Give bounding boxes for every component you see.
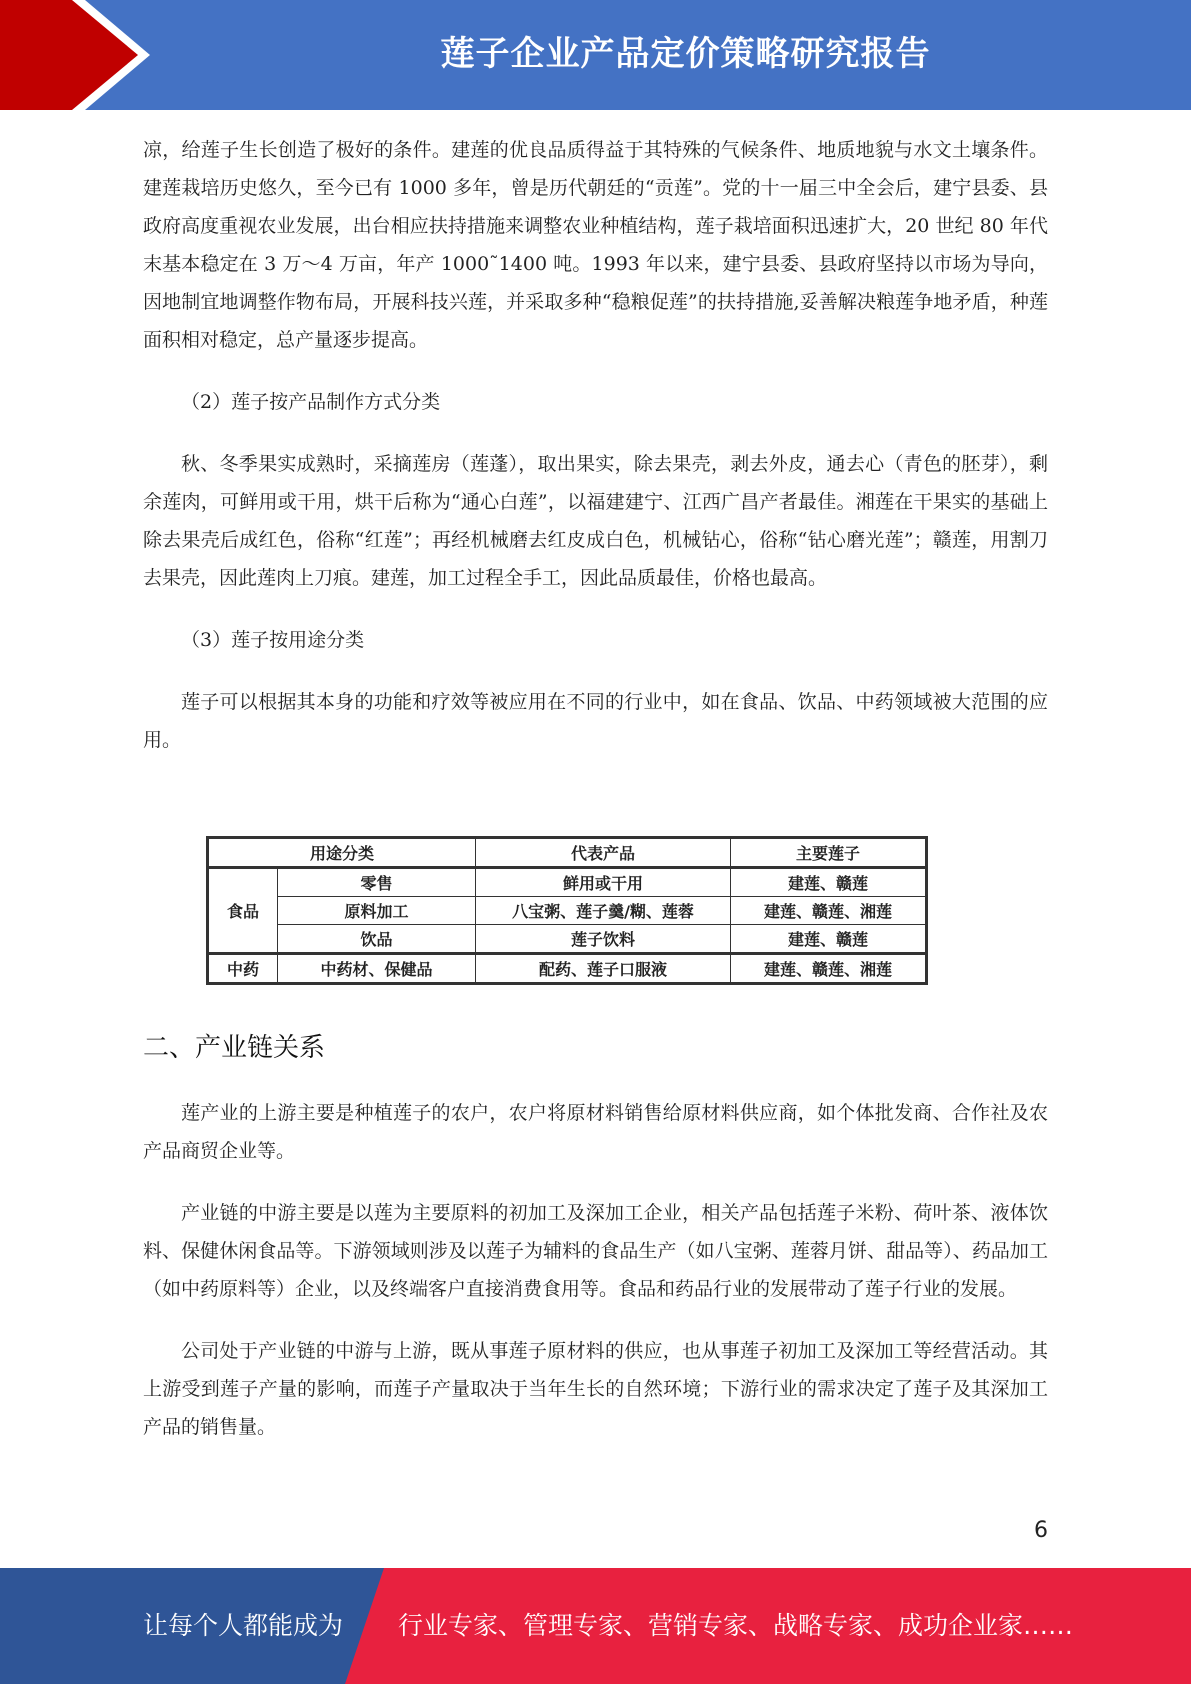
table-header-usage: 用途分类 [208,838,476,868]
table-cell-product: 鲜用或干用 [476,868,731,897]
paragraph-company-position: 公司处于产业链的中游与上游，既从事莲子原材料的供应，也从事莲子初加工及深加工等经营活动。其上游受到莲子产量的影响，而莲子产量取决于当年生长的自然环境；下游行业的需求决定了莲子及其深加工产品的销售量。 [143,1340,1048,1438]
paragraph-production-method: 秋、冬季果实成熟时，采摘莲房（莲蓬），取出果实，除去果壳，剥去外皮，通去心（青色的胚芽），剩余莲肉，可鲜用或干用，烘干后称为“通心白莲”，以福建建宁、江西广昌产者最佳。湘莲在干果实的基础上除去果壳后成红色，俗称“红莲”；再经机械磨去红皮成白色，机械钻心，俗称“钻心磨光莲”；赣莲，用割刀去果壳，因此莲肉上刀痕。建莲，加工过程全手工，因此品质最佳，价格也最高。 [143,453,1048,589]
report-title: 莲子企业产品定价策略研究报告 [440,34,931,74]
header-arrow-icon [0,0,140,110]
footer-slogan-right: 行业专家、管理专家、营销专家、战略专家、成功企业家…… [398,1611,1074,1640]
document-body-continued [143,1028,1048,1446]
page-header [0,0,1191,110]
table-cell-sub: 饮品 [278,925,476,954]
table-row [208,954,927,984]
table-cell-sub: 零售 [278,868,476,897]
table-row [208,897,927,925]
table-cell-sub: 原料加工 [278,897,476,925]
table-cell-lotus: 建莲、赣莲 [731,868,927,897]
paragraph-usage: 莲子可以根据其本身的功能和疗效等被应用在不同的行业中，如在食品、饮品、中药领域被大范围的应用。 [143,691,1048,751]
paragraph-jianlian-history: 凉，给莲子生长创造了极好的条件。建莲的优良品质得益于其特殊的气候条件、地质地貌与水文土壤条件。建莲栽培历史悠久，至今已有 1000 多年，曾是历代朝廷的“贡莲”。党的十一届三中全会后，建宁县委、县政府高度重视农业发展，出台相应扶持措施来调整农业种植结构，莲子栽培面积迅速扩大，20 世纪 80 年代末基本稳定在 3 万～4 万亩，年产 1000˜1400 吨。1993 年以来，建宁县委、县政府坚持以市场为导向，因地制宜地调整作物布局，开展科技兴莲，并采取多种“稳粮促莲”的扶持措施,妥善解决粮莲争地矛盾，种莲面积相对稳定，总产量逐步提高。 [143,139,1048,351]
subheading-production-method: （2）莲子按产品制作方式分类 [181,391,441,413]
usage-table-container [206,836,928,985]
table-cell-lotus: 建莲、赣莲、湘莲 [731,897,927,925]
page-number: 6 [1034,1518,1048,1543]
subheading-usage: （3）莲子按用途分类 [181,629,365,651]
section-heading-industry-chain: 二、产业链关系 [143,1033,326,1063]
table-header-row [208,838,927,868]
document-body [143,131,1048,759]
table-cell-sub: 中药材、保健品 [278,954,476,984]
table-cell-product: 配药、莲子口服液 [476,954,731,984]
table-cell-lotus: 建莲、赣莲 [731,925,927,954]
table-row [208,925,927,954]
table-cell-product: 莲子饮料 [476,925,731,954]
table-row [208,868,927,897]
usage-table [206,836,928,985]
page-footer [0,1568,1191,1684]
table-cell-lotus: 建莲、赣莲、湘莲 [731,954,927,984]
table-cell-group: 食品 [208,868,278,954]
table-cell-group: 中药 [208,954,278,984]
table-cell-product: 八宝粥、莲子羹/糊、莲蓉 [476,897,731,925]
paragraph-midstream: 产业链的中游主要是以莲为主要原料的初加工及深加工企业，相关产品包括莲子米粉、荷叶茶、液体饮料、保健休闲食品等。下游领域则涉及以莲子为辅料的食品生产（如八宝粥、莲蓉月饼、甜品等）、药品加工（如中药原料等）企业，以及终端客户直接消费食用等。食品和药品行业的发展带动了莲子行业的发展。 [143,1202,1048,1300]
paragraph-upstream: 莲产业的上游主要是种植莲子的农户，农户将原材料销售给原材料供应商，如个体批发商、合作社及农产品商贸企业等。 [143,1102,1048,1162]
table-header-lotus: 主要莲子 [731,838,927,868]
table-header-product: 代表产品 [476,838,731,868]
footer-slogan-left: 让每个人都能成为 [143,1611,344,1640]
